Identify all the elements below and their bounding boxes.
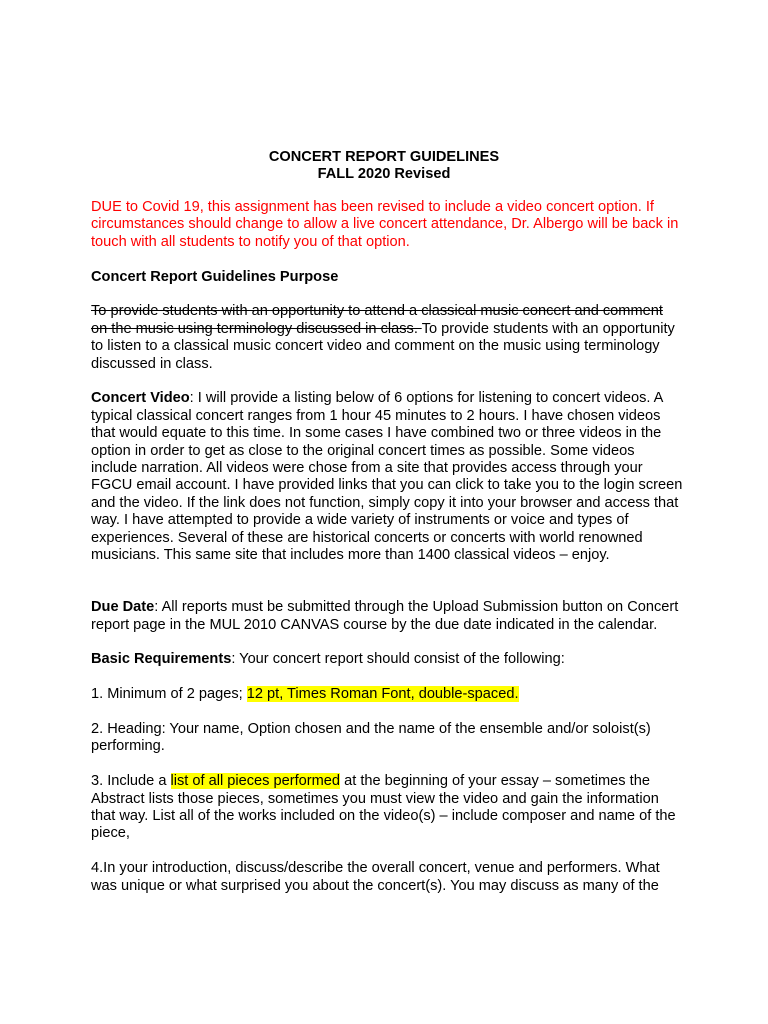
due-date-paragraph — [91, 599, 683, 634]
purpose-struck-text: To provide students with an opportunity to attend a classical music concert and comment on the music using terminology discussed in class. — [91, 303, 663, 337]
requirement-1-highlight: 12 pt, Times Roman Font, double-spaced. — [246, 686, 519, 703]
document-body — [91, 199, 683, 912]
document-title: CONCERT REPORT GUIDELINES — [268, 149, 500, 165]
requirement-item-1 — [91, 686, 683, 703]
due-date-label: Due Date — [91, 599, 155, 616]
requirement-item-3 — [91, 773, 683, 843]
requirement-3-highlight: list of all pieces performed — [170, 773, 341, 790]
due-date-text: : All reports must be submitted through the Upload Submission button on Concert report page in the MUL 2010 CANVAS course by the due date indicated in the calendar. — [91, 599, 679, 633]
spacer — [91, 582, 683, 599]
document-subtitle: FALL 2020 Revised — [317, 166, 451, 183]
requirements-text: : Your concert report should consist of the following: — [231, 651, 565, 668]
requirement-item-4: 4.In your introduction, discuss/describe the overall concert, venue and performers. What was unique or what surprised you about the concert(s). You may discuss as many of the — [91, 860, 660, 894]
purpose-text: To provide students with an opportunity to listen to a classical music concert video and comment on the music using terminology discussed in class. — [91, 320, 675, 372]
concert-video-label: Concert Video — [91, 390, 190, 407]
document-title-block — [0, 149, 768, 184]
purpose-heading: Concert Report Guidelines Purpose — [91, 268, 339, 285]
requirement-item-2: 2. Heading: Your name, Option chosen and the name of the ensemble and/or soloist(s) performing. — [91, 721, 651, 755]
covid-notice: DUE to Covid 19, this assignment has been revised to include a video concert option. If circumstances should change to allow a live concert attendance, Dr. Albergo will be back in touch with all students to notify you of that option. — [91, 199, 679, 250]
requirement-3-post: at the beginning of your essay – sometimes the Abstract lists those pieces, sometimes you must view the video and gain the information that way. List all of the works included on the video(s) – include composer and name of the piece, — [91, 773, 676, 842]
requirement-1-text: 1. Minimum of 2 pages; — [91, 686, 247, 703]
concert-video-paragraph — [91, 390, 683, 564]
purpose-paragraph — [91, 303, 683, 373]
requirement-3-pre: 3. Include a — [91, 773, 171, 790]
requirements-label: Basic Requirements — [91, 651, 232, 668]
concert-video-text: : I will provide a listing below of 6 options for listening to concert videos. A typical classical concert ranges from 1 hour 45 minutes to 2 hours. I have chosen videos that would equate to this time. In some cases I have combined two or three videos in the option in order to get as close to the original concert times as possible. Some videos include narration. All videos were chose from a site that provides access through your FGCU email account. I have provided links that you can click to take you to the login screen and the video. If the link does not function, simply copy it into your browser and access that way. I have attempted to provide a wide variety of instruments or voice and types of experiences. Several of these are historical concerts or concerts with world renowned musicians. This same site that includes more than 1400 classical videos – enjoy. — [91, 390, 683, 564]
requirements-paragraph — [91, 651, 683, 668]
